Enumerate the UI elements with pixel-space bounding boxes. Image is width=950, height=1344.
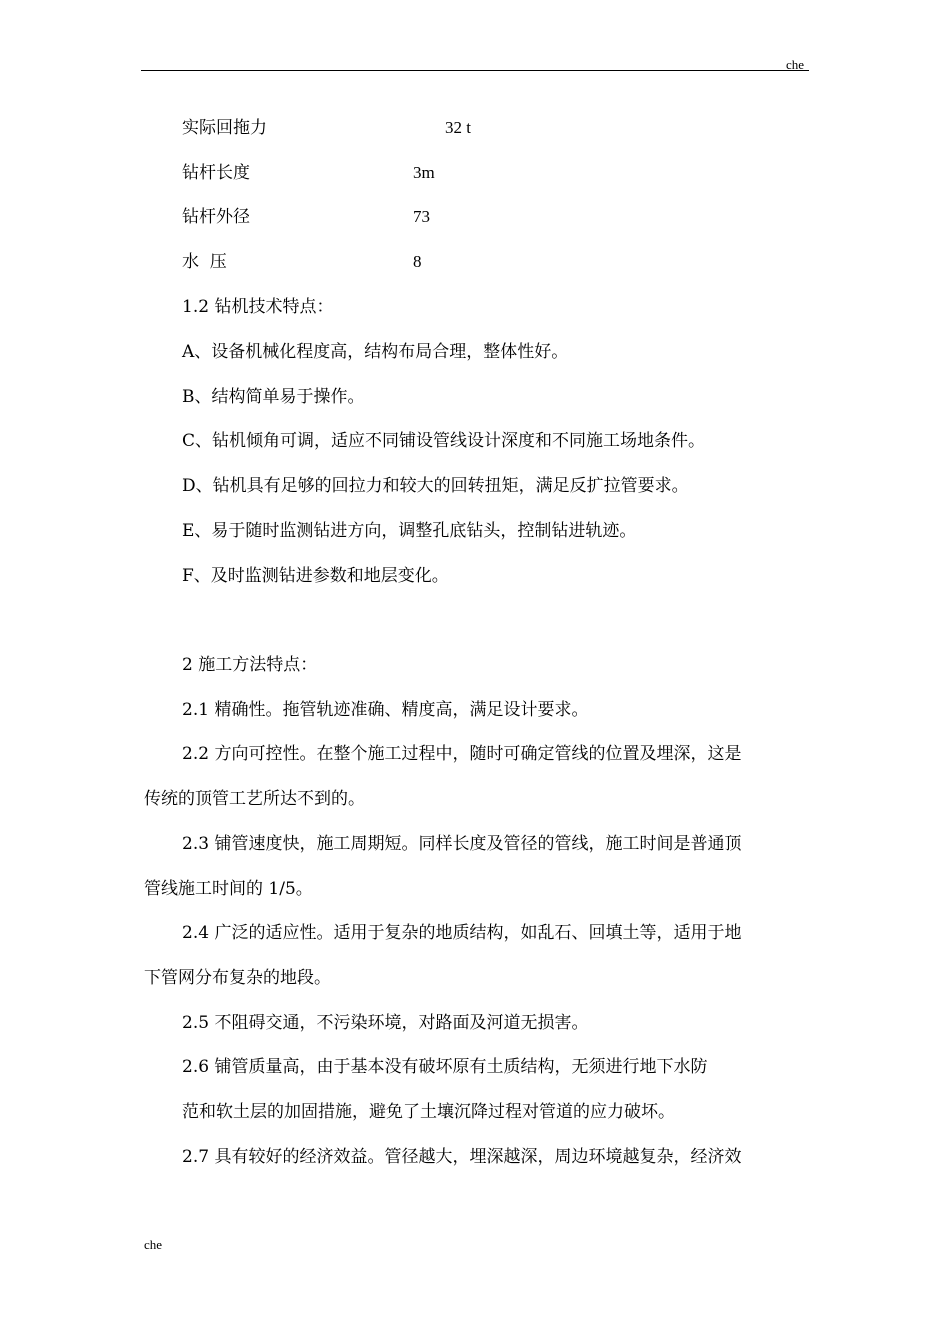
paragraph-continuation: 下管网分布复杂的地段。: [144, 968, 331, 988]
list-item: F、及时监测钻进参数和地层变化。: [182, 566, 449, 586]
page-footer-text: che: [144, 1237, 163, 1252]
section-heading: 2 施工方法特点：: [182, 655, 318, 675]
paragraph-continuation: 范和软土层的加固措施，避免了土壤沉降过程对管道的应力破坏。: [182, 1102, 675, 1122]
spec-value: 73: [413, 207, 430, 226]
list-item: D、钻机具有足够的回拉力和较大的回转扭矩，满足反扩拉管要求。: [182, 476, 689, 496]
spec-label: 钻杆长度: [182, 163, 250, 183]
paragraph-continuation: 传统的顶管工艺所达不到的。: [144, 789, 365, 809]
page-header-text: che: [786, 57, 805, 72]
list-item: C、钻机倾角可调，适应不同铺设管线设计深度和不同施工场地条件。: [182, 431, 706, 451]
spec-label: 水 压: [182, 252, 227, 272]
spec-label: 实际回拖力: [182, 118, 267, 138]
section-heading: 1.2 钻机技术特点：: [182, 297, 334, 317]
list-item: B、结构简单易于操作。: [182, 387, 365, 407]
spec-value: 8: [413, 252, 422, 271]
paragraph: 2.4 广泛的适应性。适用于复杂的地质结构，如乱石、回填土等，适用于地: [182, 923, 742, 943]
paragraph: 2.7 具有较好的经济效益。管径越大，埋深越深，周边环境越复杂，经济效: [182, 1147, 742, 1167]
spec-label: 钻杆外径: [182, 207, 250, 227]
spec-value: 3m: [413, 163, 435, 182]
paragraph: 2.6 铺管质量高，由于基本没有破坏原有土质结构，无须进行地下水防: [182, 1057, 708, 1077]
paragraph: 2.1 精确性。拖管轨迹准确、精度高，满足设计要求。: [182, 700, 589, 720]
list-item: E、易于随时监测钻进方向，调整孔底钻头，控制钻进轨迹。: [182, 521, 637, 541]
paragraph: 2.2 方向可控性。在整个施工过程中，随时可确定管线的位置及埋深，这是: [182, 744, 742, 764]
list-item: A、设备机械化程度高，结构布局合理，整体性好。: [182, 342, 569, 362]
paragraph: 2.3 铺管速度快，施工周期短。同样长度及管径的管线，施工时间是普通顶: [182, 834, 742, 854]
paragraph-continuation: 管线施工时间的 1/5。: [144, 879, 313, 899]
spec-value: 32 t: [445, 118, 471, 137]
paragraph: 2.5 不阻碍交通，不污染环境，对路面及河道无损害。: [182, 1013, 589, 1033]
header-rule: [141, 70, 809, 71]
